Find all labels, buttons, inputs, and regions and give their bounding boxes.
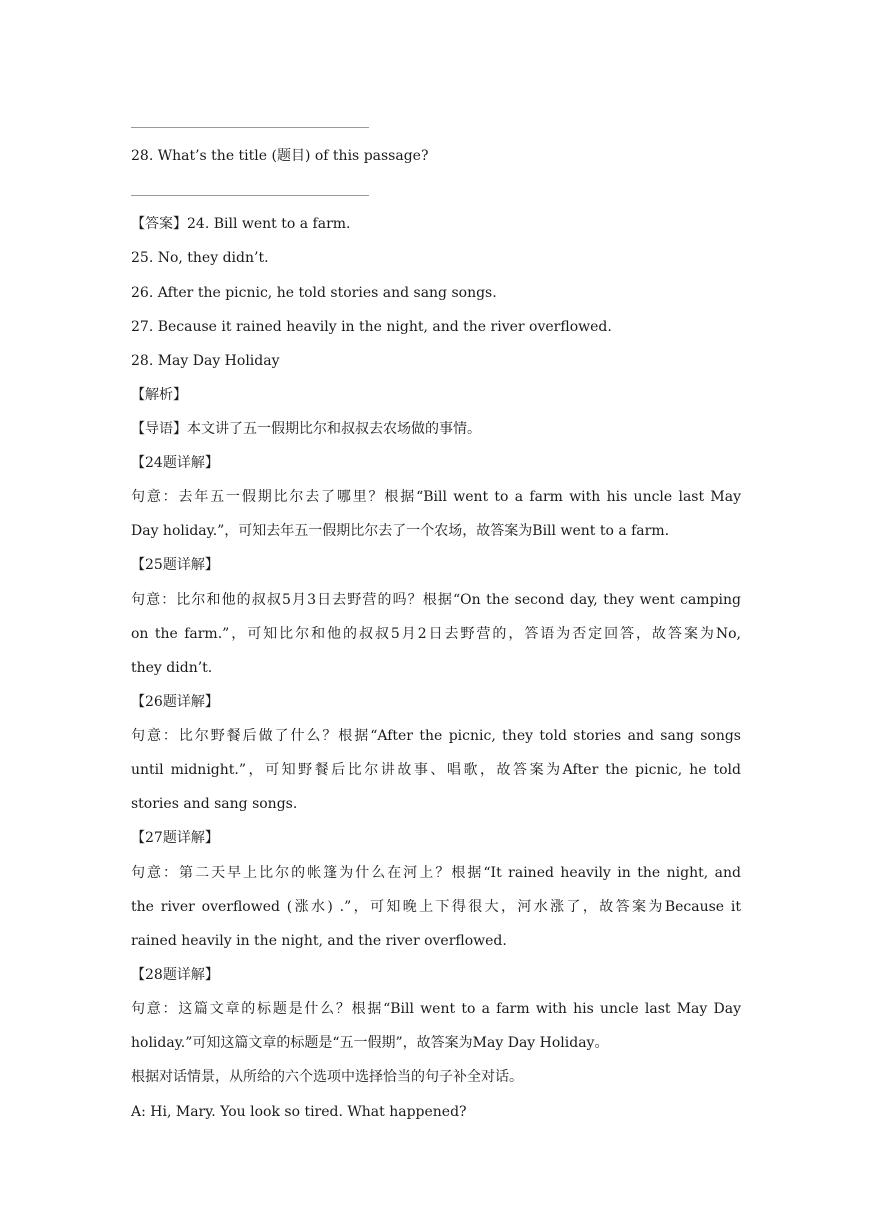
detail-27-line: rained heavily in the night, and the river overflowed.	[131, 933, 507, 949]
answer-26: 26. After the picnic, he told stories and sang songs.	[131, 285, 497, 301]
answer-25: 25. No, they didn’t.	[131, 250, 269, 266]
dialogue-instruction: 根据对话情景，从所给的六个选项中选择恰当的句子补全对话。	[131, 1069, 523, 1085]
detail-25-line: on the farm.”，可知比尔和他的叔叔5月2日去野营的，答语为否定回答，故答案为No,	[131, 626, 741, 642]
detail-27-heading: 【27题详解】	[131, 830, 219, 846]
detail-26-line: until midnight.”，可知野餐后比尔讲故事、唱歌，故答案为After the picnic, he told	[131, 762, 741, 778]
answer-blank-line[interactable]	[131, 195, 369, 196]
answer-blank-line[interactable]	[131, 127, 369, 128]
answer-heading: 【答案】24. Bill went to a farm.	[131, 216, 351, 232]
detail-26-line: stories and sang songs.	[131, 796, 298, 812]
detail-24-heading: 【24题详解】	[131, 455, 219, 471]
question-28: 28. What’s the title (题目) of this passage?	[131, 148, 429, 164]
detail-24-line: Day holiday.”，可知去年五一假期比尔去了一个农场，故答案为Bill went to a farm.	[131, 523, 670, 539]
detail-25-line: they didn’t.	[131, 660, 213, 676]
detail-24-line: 句意：去年五一假期比尔去了哪里？根据“Bill went to a farm with his uncle last May	[131, 489, 741, 505]
detail-25-line: 句意：比尔和他的叔叔5月3日去野营的吗？根据“On the second day, they went camping	[131, 592, 741, 608]
detail-28-line: 句意：这篇文章的标题是什么？根据“Bill went to a farm with his uncle last May Day	[131, 1001, 741, 1017]
detail-28-heading: 【28题详解】	[131, 967, 219, 983]
detail-26-line: 句意：比尔野餐后做了什么？根据“After the picnic, they told stories and sang songs	[131, 728, 741, 744]
detail-27-line: 句意：第二天早上比尔的帐篷为什么在河上？根据“It rained heavily in the night, and	[131, 865, 741, 881]
answer-27: 27. Because it rained heavily in the night, and the river overflowed.	[131, 319, 612, 335]
detail-26-heading: 【26题详解】	[131, 694, 219, 710]
answer-28: 28. May Day Holiday	[131, 353, 280, 369]
analysis-heading: 【解析】	[131, 387, 187, 403]
detail-25-heading: 【25题详解】	[131, 557, 219, 573]
detail-27-line: the river overflowed (涨水) .”，可知晚上下得很大，河水涨了，故答案为Because it	[131, 899, 741, 915]
analysis-intro: 【导语】本文讲了五一假期比尔和叔叔去农场做的事情。	[131, 421, 481, 437]
dialogue-line-a: A: Hi, Mary. You look so tired. What happened?	[131, 1104, 467, 1120]
detail-28-line: holiday.”可知这篇文章的标题是“五一假期”，故答案为May Day Holiday。	[131, 1035, 609, 1051]
